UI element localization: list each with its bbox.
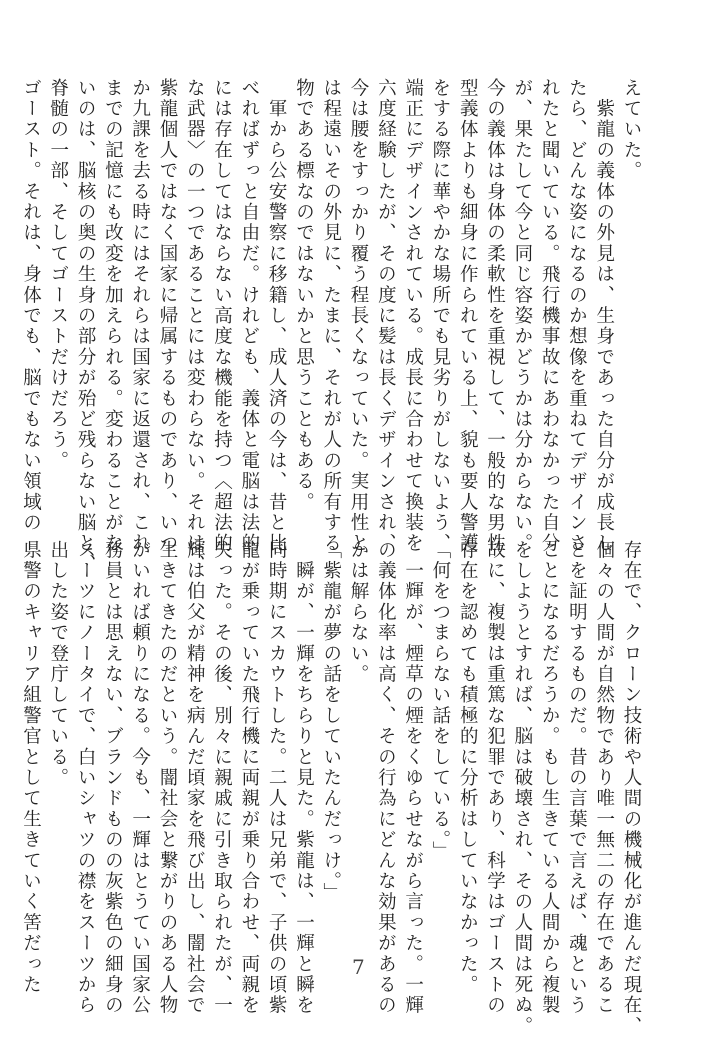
text-column: には存在してはならない高度な機能を持つ〈超法的 (211, 78, 233, 555)
text-column: がいれば頼りになる。今も、一輝はとうてい国家公 (129, 540, 151, 1017)
text-column: 型義体よりも細身に作られている上、貌も要人警護 (457, 78, 479, 555)
text-column: 物である標なのではないかと思うこともある。 (293, 78, 315, 513)
text-column: れたと聞いている。飛行機事故にあわなかった自分 (539, 78, 561, 555)
text-column: ことになるだろうか。もし生きている人間から複製 (539, 540, 561, 1017)
text-column: か九課を去る時にはそれらは国家に返還され、これ (129, 78, 151, 555)
text-column: が、果たして今と同じ容姿かどうかは分からない。 (511, 78, 533, 555)
text-column: 「紫龍が夢の話をしていたんだっけ。」 (320, 540, 342, 904)
text-column: ゴースト。それは、身体でも、脳でもない領域の (20, 78, 42, 534)
text-column: 紫龍個人ではなく国家に帰属するものであり、いつ (156, 78, 178, 555)
text-column: たら、どんな姿になるのか想像を重ねてデザインさ (566, 78, 588, 555)
text-column: 六度経験したが、その度に髪は長くデザインされ、 (375, 78, 397, 555)
text-column: 生きてきたのだという。闇社会と繋がりのある人物 (156, 540, 178, 1017)
text-column: 瞬が、一輝をちらりと見た。紫龍は、一輝と瞬を (293, 540, 315, 1017)
text-column: 軍から公安警察に移籍し、成人済の今は、昔と比 (266, 78, 288, 555)
text-column: 務員とは思えない、ブランドものの灰紫色の細身の (102, 540, 124, 1017)
text-column: えていた。 (621, 78, 642, 182)
text-column: 県警のキャリア組警官として生きていく筈だった (20, 540, 42, 996)
text-block-top (17, 78, 645, 575)
text-column: までの記憶にも改変を加えられる。変わることがな (102, 78, 124, 555)
text-column: 「何をつまらない話をしている。」 (429, 540, 451, 862)
text-column: をしようとすれば、脳は破壊され、その人間は死ぬ。 (511, 540, 533, 1037)
text-column: 今は腰をすっかり覆う程長くなっていた。実用性と (348, 78, 370, 555)
text-column: とを証明するものだ。昔の言葉で言えば、魂という (566, 540, 588, 1017)
text-column: 故に、複製は重篤な犯罪であり、科学はゴーストの (484, 540, 506, 1017)
text-column: の義体化率は高く、その行為にどんな効果があるの (375, 540, 397, 1017)
text-column: スーツにノータイで、白いシャツの襟をスーツから (75, 540, 97, 1017)
text-column: 出した姿で登庁している。 (47, 540, 69, 789)
text-column: いのは、脳核の奥の生身の部分が殆ど残らない脳と、 (75, 78, 97, 575)
text-column: 端正にデザインされている。成長に合わせて換装を (402, 78, 424, 555)
text-column: 存在を認めても積極的に分析はしていなかった。 (457, 540, 479, 996)
text-column: 同時期にスカウトした。二人は兄弟で、子供の頃紫 (266, 540, 288, 1017)
text-column: 龍が乗っていた飛行機に両親が乗り合わせ、両親を (238, 540, 260, 1017)
text-column: をする際に華やかな場所でも見劣りがしないよう、 (429, 78, 451, 555)
text-column: 失った。その後、別々に親戚に引き取られたが、一 (211, 540, 233, 1017)
text-column: かは解らない。 (348, 540, 370, 685)
text-column: 今の義体は身体の柔軟性を重視して、一般的な男性 (484, 78, 506, 555)
text-column: 存在で、クローン技術や人間の機械化が進んだ現在、 (621, 540, 642, 1037)
text-column: 個々の人間が自然物であり唯一無二の存在であるこ (593, 540, 615, 1017)
text-column: 輝は伯父が精神を病んだ頃家を飛び出し、闇社会で (184, 540, 206, 1017)
text-column: な武器〉の一つであることには変わらない。それは、 (184, 78, 206, 575)
text-block-bottom (17, 540, 645, 1037)
text-column: は程遠いその外見に、たまに、それが人の所有する (320, 78, 342, 555)
text-column: べればずっと自由だ。けれども、義体と電脳は法的 (238, 78, 260, 555)
text-column: 一輝が、煙草の煙をくゆらせながら言った。一輝 (402, 540, 424, 1017)
text-column: 脊髄の一部、そしてゴーストだけだろう。 (47, 78, 69, 472)
text-column: 紫龍の義体の外見は、生身であった自分が成長し (593, 78, 615, 555)
page-number: 7 (352, 955, 365, 979)
